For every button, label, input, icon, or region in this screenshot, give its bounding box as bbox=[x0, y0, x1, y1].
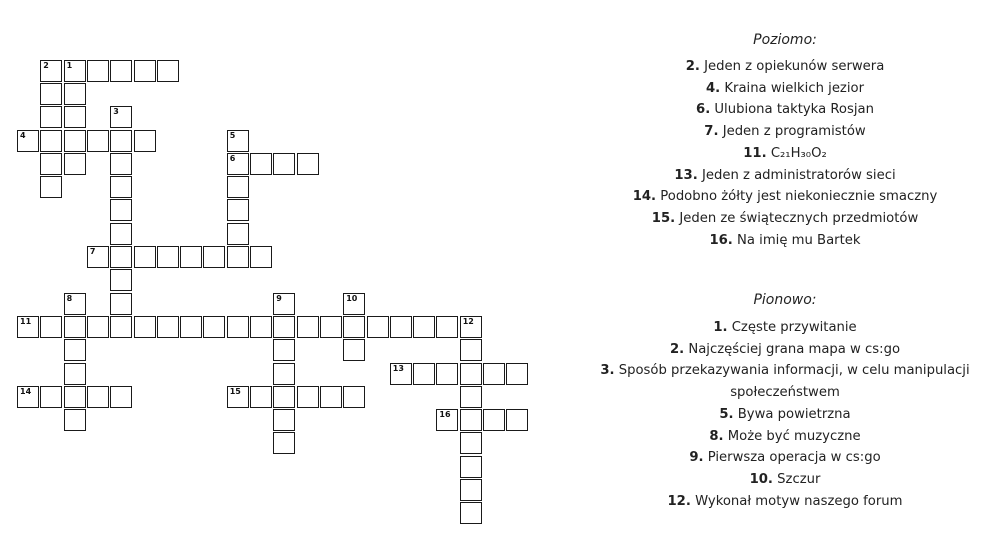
crossword-cell[interactable] bbox=[227, 316, 249, 338]
crossword-cell[interactable] bbox=[460, 432, 482, 454]
crossword-cell[interactable] bbox=[134, 130, 156, 152]
crossword-cell[interactable] bbox=[180, 246, 202, 268]
crossword-cell[interactable] bbox=[483, 409, 505, 431]
crossword-cell[interactable] bbox=[64, 386, 86, 408]
clue-num: 7. bbox=[704, 124, 719, 140]
crossword-cell[interactable] bbox=[227, 223, 249, 245]
across-clue bbox=[570, 186, 1000, 208]
clue-num: 4. bbox=[705, 80, 721, 96]
crossword-cell[interactable] bbox=[64, 409, 86, 431]
clue-number: 16 bbox=[439, 410, 451, 420]
crossword-cell[interactable] bbox=[110, 223, 132, 245]
crossword-cell[interactable] bbox=[40, 83, 62, 105]
crossword-cell[interactable] bbox=[273, 363, 295, 385]
crossword-cell[interactable] bbox=[64, 153, 86, 175]
clue-text: Jeden z opiekunów serwera bbox=[704, 59, 885, 74]
crossword-cell[interactable] bbox=[250, 386, 272, 408]
clue-number: 7 bbox=[89, 247, 96, 256]
crossword-cell[interactable] bbox=[460, 316, 482, 338]
crossword-cell[interactable] bbox=[180, 316, 202, 338]
clue-text: Ulubiona taktyka Rosjan bbox=[714, 102, 874, 118]
clue-number: 4 bbox=[20, 130, 26, 140]
clue-text: Podobno żółty jest niekoniecznie smaczny bbox=[660, 189, 938, 205]
crossword-cell[interactable] bbox=[367, 316, 389, 338]
clue-number: 6 bbox=[229, 153, 236, 163]
clue-number: 5 bbox=[229, 130, 236, 140]
clue-text: Jeden z programistów bbox=[722, 124, 866, 140]
crossword-cell[interactable] bbox=[40, 106, 62, 128]
crossword-cell[interactable] bbox=[203, 246, 225, 268]
down-clue-list bbox=[570, 317, 1000, 512]
crossword-cell[interactable] bbox=[64, 60, 86, 82]
clue-text: Pierwsza operacja w cs:go bbox=[707, 450, 881, 466]
crossword-cell[interactable] bbox=[110, 199, 132, 221]
crossword-cell[interactable] bbox=[273, 432, 295, 454]
crossword-cell[interactable] bbox=[227, 153, 249, 175]
clue-num: 8. bbox=[709, 428, 724, 444]
across-clue bbox=[570, 56, 1000, 78]
crossword-cell[interactable] bbox=[506, 363, 528, 385]
clue-num: 2. bbox=[685, 59, 700, 74]
clue-number: 11 bbox=[20, 316, 32, 326]
crossword-cell[interactable] bbox=[227, 130, 249, 152]
crossword-cell[interactable] bbox=[64, 316, 86, 338]
clue-num: 16. bbox=[709, 232, 733, 248]
crossword-cell[interactable] bbox=[157, 60, 179, 82]
clue-text: Bywa powietrzna bbox=[737, 406, 851, 422]
across-heading: Poziomo: bbox=[753, 32, 817, 48]
clue-num: 12. bbox=[667, 493, 691, 509]
crossword-cell[interactable] bbox=[227, 199, 249, 221]
across-clue bbox=[570, 143, 1000, 165]
crossword-cell[interactable] bbox=[40, 176, 62, 198]
crossword-cell[interactable] bbox=[87, 60, 109, 82]
down-clue bbox=[570, 360, 1000, 403]
down-clue bbox=[570, 317, 1000, 339]
crossword-cell[interactable] bbox=[87, 316, 109, 338]
crossword-cell[interactable] bbox=[134, 316, 156, 338]
crossword-cell[interactable] bbox=[64, 130, 86, 152]
crossword-cell[interactable] bbox=[17, 130, 39, 152]
crossword-cell[interactable] bbox=[227, 386, 249, 408]
crossword-cell[interactable] bbox=[64, 293, 86, 315]
crossword-cell[interactable] bbox=[460, 339, 482, 361]
crossword-cell[interactable] bbox=[110, 130, 132, 152]
clue-number: 14 bbox=[20, 386, 32, 396]
clue-num: 13. bbox=[674, 167, 698, 183]
crossword-cell[interactable] bbox=[203, 316, 225, 338]
crossword-cell[interactable] bbox=[40, 60, 62, 82]
crossword-cell[interactable] bbox=[273, 293, 295, 315]
crossword-cell[interactable] bbox=[134, 60, 156, 82]
clue-number: 3 bbox=[113, 107, 119, 117]
crossword-cell[interactable] bbox=[110, 106, 132, 128]
crossword-cell[interactable] bbox=[390, 316, 412, 338]
crossword-cell[interactable] bbox=[273, 409, 295, 431]
crossword-cell[interactable] bbox=[87, 130, 109, 152]
clue-num: 5. bbox=[719, 406, 734, 422]
clue-number: 8 bbox=[66, 293, 73, 303]
crossword-cell[interactable] bbox=[460, 363, 482, 385]
clue-text: Najczęściej grana mapa w cs:go bbox=[688, 341, 901, 357]
crossword-cell[interactable] bbox=[273, 339, 295, 361]
down-clue bbox=[570, 447, 1000, 469]
crossword-cell[interactable] bbox=[250, 246, 272, 268]
across-clue bbox=[570, 165, 1000, 187]
crossword-cell[interactable] bbox=[157, 246, 179, 268]
crossword-cell[interactable] bbox=[40, 130, 62, 152]
crossword-cell[interactable] bbox=[250, 316, 272, 338]
crossword-cell[interactable] bbox=[320, 316, 342, 338]
clue-number: 13 bbox=[392, 363, 404, 373]
across-clue bbox=[570, 230, 1000, 252]
clue-text: Częste przywitanie bbox=[731, 320, 857, 335]
clue-number: 2 bbox=[43, 60, 49, 70]
crossword-cell[interactable] bbox=[320, 386, 342, 408]
crossword-cell[interactable] bbox=[110, 60, 132, 82]
crossword-cell[interactable] bbox=[64, 83, 86, 105]
clues-panel bbox=[570, 0, 1000, 558]
clue-num: 14. bbox=[632, 189, 657, 205]
clue-number: 15 bbox=[229, 386, 241, 396]
crossword-cell[interactable] bbox=[273, 386, 295, 408]
crossword-cell[interactable] bbox=[110, 269, 132, 291]
crossword-cell[interactable] bbox=[297, 153, 319, 175]
crossword-cell[interactable] bbox=[413, 363, 435, 385]
clue-number: 12 bbox=[462, 316, 474, 326]
crossword-cell[interactable] bbox=[134, 246, 156, 268]
across-clue bbox=[570, 99, 1000, 121]
crossword-cell[interactable] bbox=[273, 153, 295, 175]
clue-num: 6. bbox=[696, 102, 711, 118]
crossword-cell[interactable] bbox=[343, 293, 365, 315]
crossword-cell[interactable] bbox=[40, 316, 62, 338]
crossword-cell[interactable] bbox=[110, 386, 132, 408]
clue-text: Jeden z administratorów sieci bbox=[701, 167, 896, 183]
across-clue bbox=[570, 208, 1000, 230]
clue-num: 1. bbox=[713, 320, 728, 335]
crossword-cell[interactable] bbox=[436, 316, 458, 338]
crossword-cell[interactable] bbox=[157, 316, 179, 338]
crossword-cell[interactable] bbox=[343, 339, 365, 361]
crossword-cell[interactable] bbox=[64, 106, 86, 128]
crossword-cell[interactable] bbox=[110, 293, 132, 315]
crossword-cell[interactable] bbox=[483, 363, 505, 385]
crossword-cell[interactable] bbox=[40, 153, 62, 175]
crossword-cell[interactable] bbox=[297, 316, 319, 338]
crossword-cell[interactable] bbox=[110, 316, 132, 338]
clue-num: 3. bbox=[600, 363, 615, 379]
clue-text: Wykonał motyw naszego forum bbox=[695, 493, 903, 509]
clue-text: Sposób przekazywania informacji, w celu manipulacji społeczeństwem bbox=[618, 363, 970, 401]
down-clue bbox=[570, 426, 1000, 448]
crossword-cell[interactable] bbox=[17, 316, 39, 338]
across-clue bbox=[570, 121, 1000, 143]
crossword-cell[interactable] bbox=[436, 409, 458, 431]
clue-text: Jeden ze świątecznych przedmiotów bbox=[679, 210, 919, 226]
crossword-cell[interactable] bbox=[110, 153, 132, 175]
clue-text: Na imię mu Bartek bbox=[737, 232, 861, 248]
crossword-cell[interactable] bbox=[87, 386, 109, 408]
crossword-cell[interactable] bbox=[343, 386, 365, 408]
clue-number: 9 bbox=[276, 293, 282, 303]
crossword-cell[interactable] bbox=[273, 316, 295, 338]
crossword-cell[interactable] bbox=[460, 502, 482, 524]
crossword-cell[interactable] bbox=[460, 409, 482, 431]
crossword-cell[interactable] bbox=[110, 176, 132, 198]
crossword-cell[interactable] bbox=[460, 479, 482, 501]
clue-text: Kraina wielkich jezior bbox=[724, 80, 865, 96]
crossword-cell[interactable] bbox=[436, 363, 458, 385]
crossword-cell[interactable] bbox=[343, 316, 365, 338]
crossword-cell[interactable] bbox=[460, 386, 482, 408]
crossword-cell[interactable] bbox=[460, 456, 482, 478]
down-clue bbox=[570, 469, 1000, 491]
clue-num: 10. bbox=[749, 471, 773, 487]
down-clue bbox=[570, 339, 1000, 361]
across-clue-list bbox=[570, 56, 1000, 251]
clue-num: 15. bbox=[651, 210, 676, 226]
down-heading: Pionowo: bbox=[753, 292, 817, 308]
clue-num: 2. bbox=[669, 341, 685, 357]
crossword-cell[interactable] bbox=[40, 386, 62, 408]
crossword-cell[interactable] bbox=[227, 176, 249, 198]
clue-num: 11. bbox=[743, 145, 767, 161]
crossword-cell[interactable] bbox=[17, 386, 39, 408]
crossword-cell[interactable] bbox=[87, 246, 109, 268]
crossword-cell[interactable] bbox=[506, 409, 528, 431]
clue-text: Może być muzyczne bbox=[727, 428, 861, 444]
clue-text: Szczur bbox=[777, 471, 821, 487]
down-clue bbox=[570, 404, 1000, 426]
down-clue bbox=[570, 491, 1000, 513]
across-clue bbox=[570, 78, 1000, 100]
clue-text: C₂₁H₃₀O₂ bbox=[770, 145, 827, 161]
clue-number: 10 bbox=[346, 293, 358, 303]
crossword-cell[interactable] bbox=[227, 246, 249, 268]
clue-number: 1 bbox=[66, 60, 73, 70]
crossword-cell[interactable] bbox=[250, 153, 272, 175]
crossword-cell[interactable] bbox=[64, 339, 86, 361]
crossword-cell[interactable] bbox=[297, 386, 319, 408]
crossword-cell[interactable] bbox=[64, 363, 86, 385]
crossword-cell[interactable] bbox=[110, 246, 132, 268]
crossword-cell[interactable] bbox=[390, 363, 412, 385]
clue-num: 9. bbox=[689, 450, 704, 466]
crossword-cell[interactable] bbox=[413, 316, 435, 338]
